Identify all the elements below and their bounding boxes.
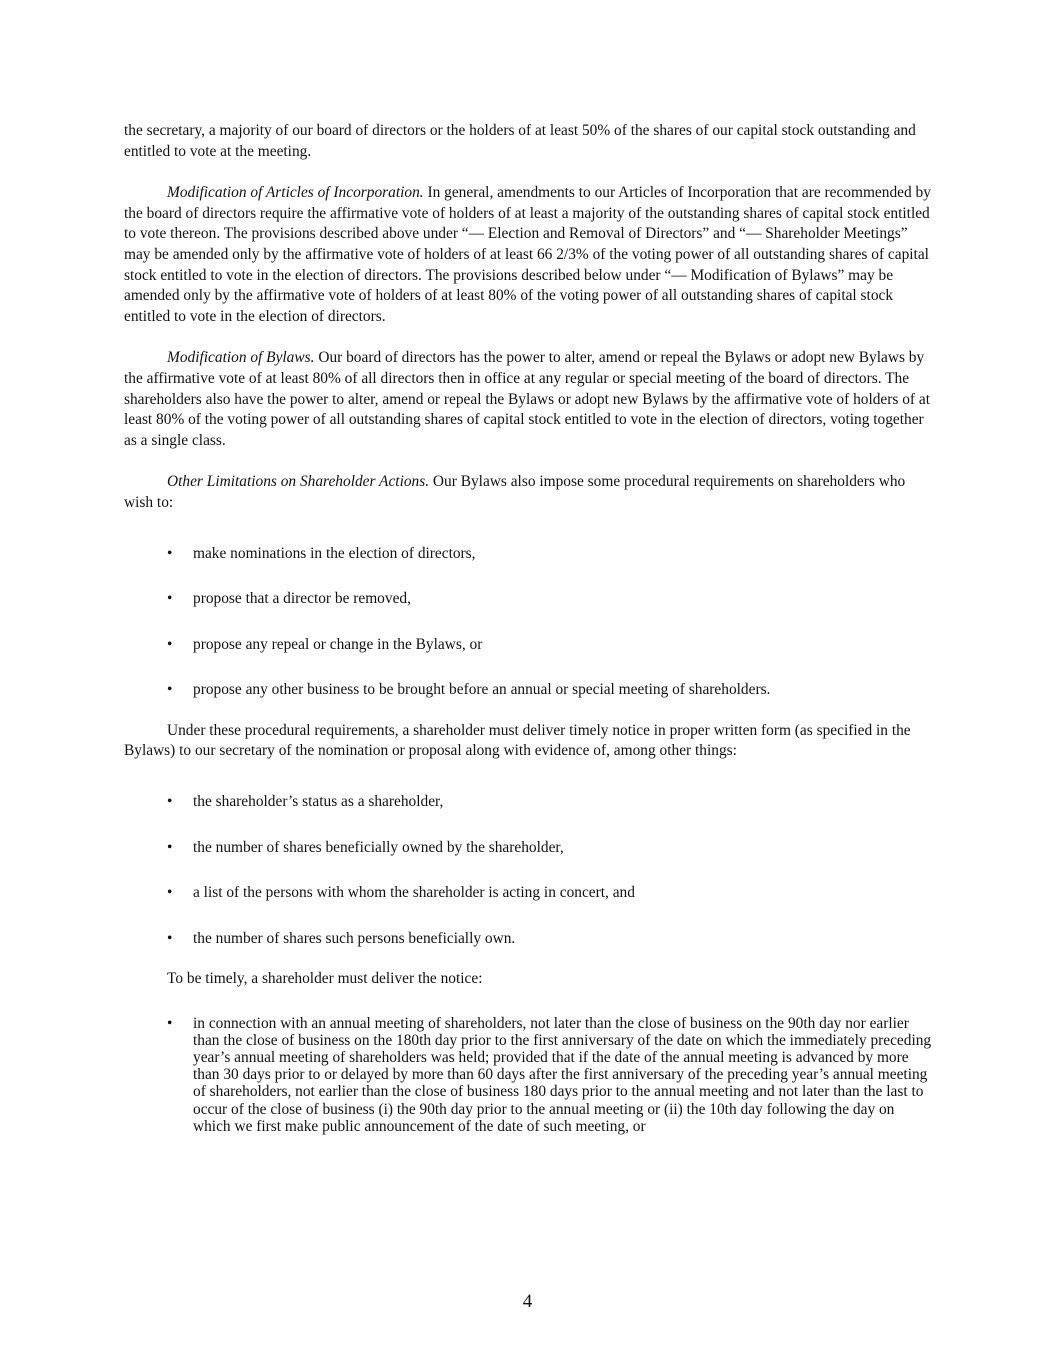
list-item-text: the number of shares beneficially owned by the shareholder,	[193, 838, 564, 856]
articles-modification-body: In general, amendments to our Articles of Incorporation that are recommended by the board of directors require the affirmative vote of holders of at least a majority of the outstanding shares of capital stock entitled to vote thereon. The provisions described above under “— Election and Removal of Directors” and “— Shareholder Meetings” may be amended only by the affirmative vote of holders of at least 66 2/3% of the voting power of all outstanding shares of capital stock entitled to vote in the election of directors. The provisions described below under “— Modification of Bylaws” may be amended only by the affirmative vote of holders of at least 80% of the voting power of all outstanding shares of capital stock entitled to vote in the election of directors.	[124, 184, 931, 325]
other-limitations-heading: Other Limitations on Shareholder Actions.	[167, 473, 430, 491]
list-item-text: the number of shares such persons beneficially own.	[193, 929, 516, 947]
bylaws-modification-paragraph	[124, 348, 934, 451]
bullet-icon: •	[167, 681, 173, 699]
list-item-text: propose any repeal or change in the Bylaws, or	[193, 635, 483, 653]
list-item	[124, 838, 934, 859]
bullet-icon: •	[167, 1015, 173, 1033]
page-number: 4	[522, 1291, 533, 1312]
list-item	[124, 635, 934, 656]
list-item	[124, 544, 934, 565]
timely-list	[124, 1015, 934, 1135]
bullet-icon: •	[167, 544, 173, 562]
document-page	[124, 121, 934, 1135]
list-item	[124, 680, 934, 701]
bullet-icon: •	[167, 635, 173, 653]
bylaws-modification-heading: Modification of Bylaws.	[167, 349, 315, 367]
other-limitations-body: Our Bylaws also impose some procedural requirements on shareholders who wish to:	[124, 473, 906, 511]
list-item-text: propose any other business to be brought before an annual or special meeting of shareholders.	[193, 681, 771, 699]
bullet-icon: •	[167, 793, 173, 811]
list-item	[124, 883, 934, 904]
bullet-icon: •	[167, 590, 173, 608]
bullet-icon: •	[167, 884, 173, 902]
other-limitations-paragraph	[124, 472, 934, 513]
list-item-text: make nominations in the election of directors,	[193, 544, 476, 562]
list-item-text: a list of the persons with whom the shareholder is acting in concert, and	[193, 884, 635, 902]
timely-notice-paragraph: To be timely, a shareholder must deliver the notice:	[167, 970, 483, 988]
evidence-list	[124, 792, 934, 949]
bullet-icon: •	[167, 838, 173, 856]
bullet-icon: •	[167, 929, 173, 947]
list-item	[124, 589, 934, 610]
list-item-text: the shareholder’s status as a shareholder,	[193, 793, 444, 811]
procedural-requirements-paragraph: Under these procedural requirements, a shareholder must deliver timely notice in proper written form (as specified in the Bylaws) to our secretary of the nomination or proposal along with evidence of, among other things:	[124, 721, 911, 760]
list-item-text: in connection with an annual meeting of shareholders, not later than the close of business on the 90th day nor earlier than the close of business on the 180th day prior to the first anniversary of the date on which the immediately preceding year’s annual meeting of shareholders was held; provided that if the date of the annual meeting is advanced by more than 30 days prior to or delayed by more than 60 days after the first anniversary of the preceding year’s annual meeting of shareholders, not earlier than the close of business 180 days prior to the annual meeting and not later than the last to occur of the close of business (i) the 90th day prior to the annual meeting or (ii) the 10th day following the day on which we first make public announcement of the date of such meeting, or	[193, 1015, 932, 1135]
articles-modification-paragraph	[124, 183, 934, 327]
list-item	[124, 929, 934, 950]
list-item-text: propose that a director be removed,	[193, 590, 411, 608]
list-item	[124, 792, 934, 813]
continuation-paragraph: the secretary, a majority of our board of directors or the holders of at least 50% of the shares of our capital stock outstanding and entitled to vote at the meeting.	[124, 122, 916, 160]
bylaws-modification-body: Our board of directors has the power to alter, amend or repeal the Bylaws or adopt new Bylaws by the affirmative vote of at least 80% of all directors then in office at any regular or special meeting of the board of directors. The shareholders also have the power to alter, amend or repeal the Bylaws or adopt new Bylaws by the affirmative vote of holders of at least 80% of the voting power of all outstanding shares of capital stock entitled to vote in the election of directors, voting together as a single class.	[124, 349, 930, 449]
articles-modification-heading: Modification of Articles of Incorporation.	[167, 184, 424, 202]
list-item	[124, 1015, 934, 1135]
wish-list	[124, 544, 934, 701]
